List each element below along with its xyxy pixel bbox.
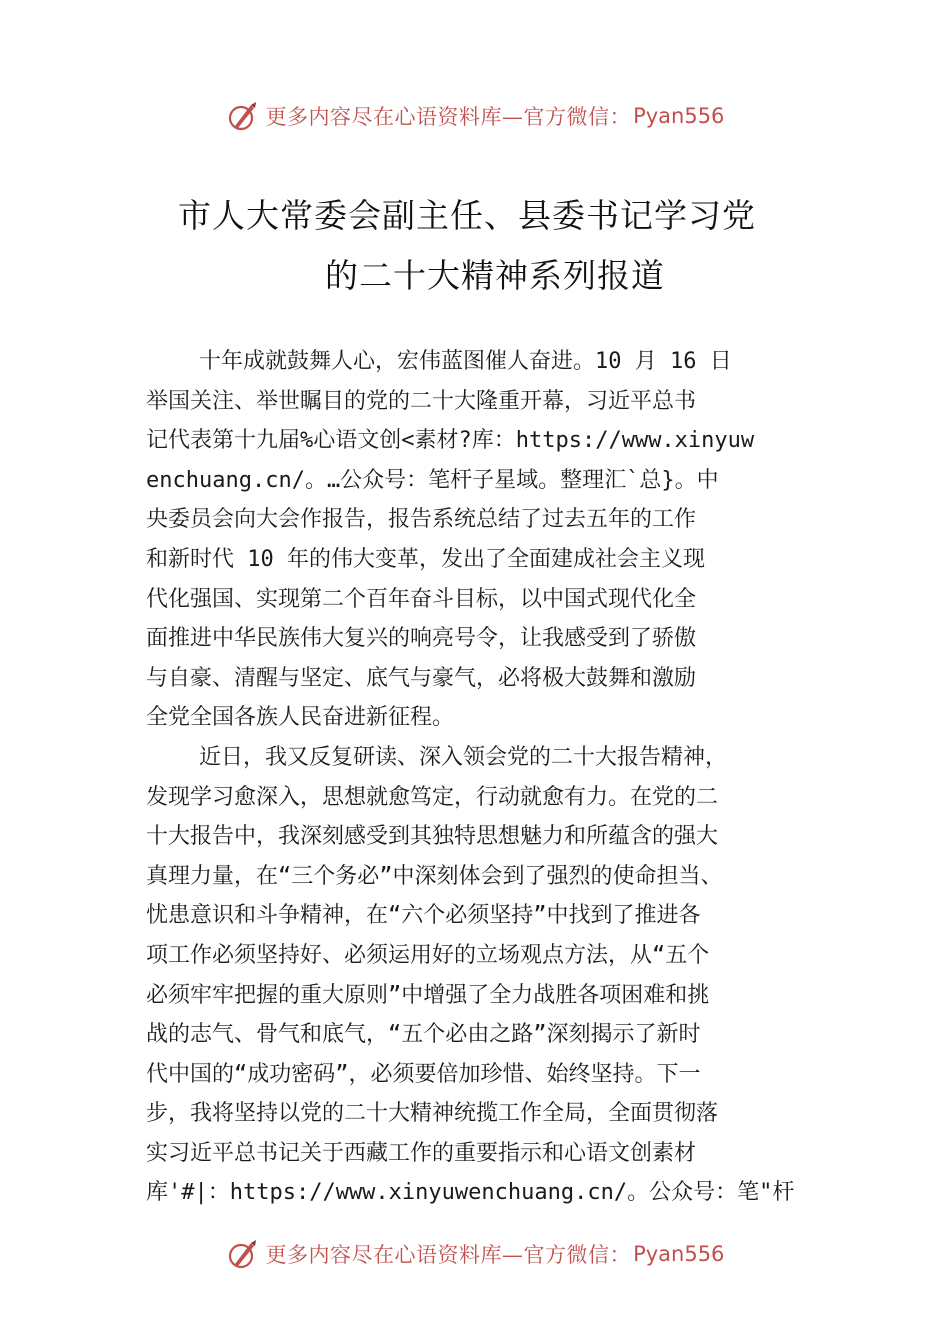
body-line: 和新时代 10 年的伟大变革，发出了全面建成社会主义现 — [146, 546, 705, 572]
body-line: 忧患意识和斗争精神，在“六个必须坚持”中找到了推进各 — [146, 903, 701, 929]
body-line: 十年成就鼓舞人心，宏伟蓝图催人奋进。10 月 16 日 — [146, 349, 732, 374]
watermark-text: 更多内容尽在心语资料库—官方微信： — [265, 105, 632, 129]
body-line: 记代表第十九届%心语文创<素材?库：https://www.xinyuw — [146, 428, 755, 454]
document-title-line-1: 市人大常委会副主任、县委书记学习党 — [178, 196, 756, 235]
body-line: 代化强国、实现第二个百年奋斗目标，以中国式现代化全 — [146, 586, 697, 612]
body-line: 代中国的“成功密码”，必须要倍加珍惜、始终坚持。下一 — [146, 1061, 701, 1087]
header-watermark — [0, 96, 950, 136]
body-line: enchuang.cn/。…公众号：笔杆子星域。整理汇`总}。中 — [146, 467, 719, 493]
watermark-id: Pyan556 — [633, 104, 725, 128]
body-line: 面推进中华民族伟大复兴的响亮号令，让我感受到了骄傲 — [146, 626, 697, 652]
body-line: 央委员会向大会作报告，报告系统总结了过去五年的工作 — [146, 507, 697, 533]
footer-watermark — [0, 1234, 950, 1274]
body-line: 实习近平总书记关于西藏工作的重要指示和心语文创素材 — [146, 1140, 697, 1166]
body-line: 库'#|：https://www.xinyuwenchuang.cn/。公众号：笔"杆 — [146, 1180, 795, 1206]
body-line: 举国关注、举世瞩目的党的二十大隆重开幕，习近平总书 — [146, 388, 697, 414]
body-line: 十大报告中，我深刻感受到其独特思想魅力和所蕴含的强大 — [146, 824, 719, 850]
body-line: 必须牢牢把握的重大原则”中增强了全力战胜各项困难和挑 — [146, 982, 710, 1008]
watermark-id: Pyan556 — [633, 1242, 725, 1266]
body-line: 项工作必须坚持好、必须运用好的立场观点方法，从“五个 — [146, 942, 710, 968]
pen-logo-icon — [226, 99, 260, 133]
body-line: 发现学习愈深入，思想就愈笃定，行动就愈有力。在党的二 — [146, 784, 719, 810]
body-line: 战的志气、骨气和底气，“五个必由之路”深刻揭示了新时 — [146, 1022, 701, 1048]
body-line: 近日，我又反复研读、深入领会党的二十大报告精神， — [146, 744, 727, 770]
body-line: 步，我将坚持以党的二十大精神统揽工作全局，全面贯彻落 — [146, 1101, 719, 1127]
body-line: 真理力量，在“三个务必”中深刻体会到了强烈的使命担当、 — [146, 863, 723, 889]
pen-logo-icon — [226, 1237, 260, 1271]
watermark-text: 更多内容尽在心语资料库—官方微信： — [265, 1243, 632, 1267]
document-title-line-2: 的二十大精神系列报道 — [325, 256, 665, 295]
body-line: 全党全国各族人民奋进新征程。 — [146, 705, 455, 731]
body-line: 与自豪、清醒与坚定、底气与豪气，必将极大鼓舞和激励 — [146, 665, 697, 691]
document-body — [146, 342, 826, 1213]
